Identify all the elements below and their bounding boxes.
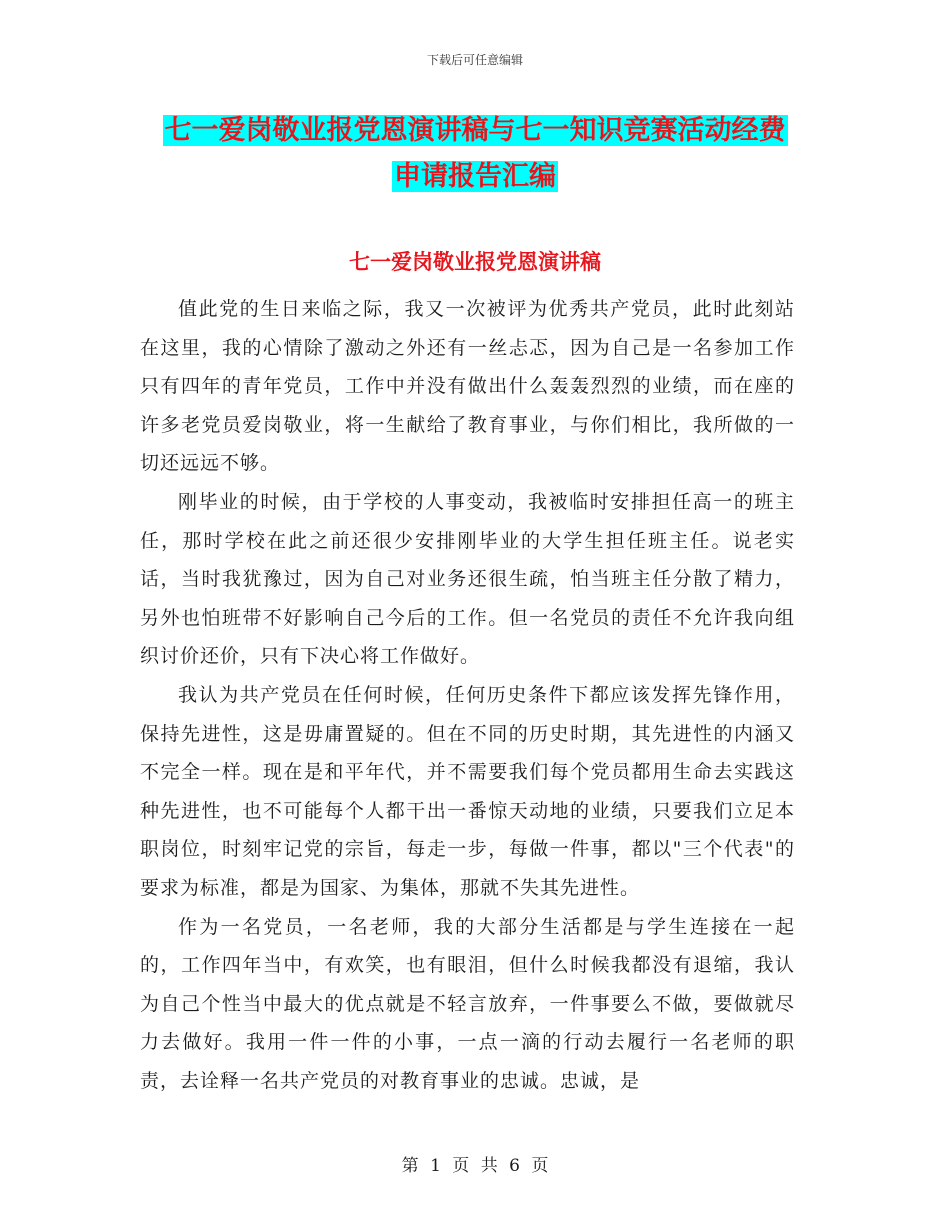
paragraph: 我认为共产党员在任何时候，任何历史条件下都应该发挥先锋作用，保持先进性，这是毋庸置疑的。但在不同的历史时期，其先进性的内涵又不完全一样。现在是和平年代，并不需要我们每个党员都用生命去实践这种先进性，也不可能每个人都干出一番惊天动地的业绩，只要我们立足本职岗位，时刻牢记党的宗旨，每走一步，每做一件事，都以"三个代表"的要求为标准，都是为国家、为集体，那就不失其先进性。 — [140, 683, 795, 899]
page-header-note: 下载后可任意编辑 — [426, 53, 523, 67]
section-title: 七一爱岗敬业报党恩演讲稿 — [349, 250, 601, 274]
paragraph: 作为一名党员，一名老师，我的大部分生活都是与学生连接在一起的，工作四年当中，有欢笑，也有眼泪，但什么时候我都没有退缩，我认为自己个性当中最大的优点就是不轻言放弃，一件事要么不做，要做就尽力去做好。我用一件一件的小事，一点一滴的行动去履行一名老师的职责，去诠释一名共产党员的对教育事业的忠诚。忠诚，是 — [140, 915, 795, 1092]
document-title-line-2: 申请报告汇编 — [394, 161, 556, 192]
paragraph: 刚毕业的时候，由于学校的人事变动，我被临时安排担任高一的班主任，那时学校在此之前还很少安排刚毕业的大学生担任班主任。说老实话，当时我犹豫过，因为自己对业务还很生疏，怕当班主任分散了精力，另外也怕班带不好影响自己今后的工作。但一名党员的责任不允许我向组织讨价还价，只有下决心将工作做好。 — [140, 490, 795, 668]
document-body — [140, 290, 795, 1100]
document-title-line-1: 七一爱岗敬业报党恩演讲稿与七一知识竞赛活动经费 — [164, 115, 786, 146]
paragraph: 值此党的生日来临之际，我又一次被评为优秀共产党员，此时此刻站在这里，我的心情除了激动之外还有一丝忐忑，因为自己是一名参加工作只有四年的青年党员，工作中并没有做出什么轰轰烈烈的业绩，而在座的许多老党员爱岗敬业，将一生献给了教育事业，与你们相比，我所做的一切还远远不够。 — [140, 298, 795, 475]
document-title — [140, 108, 810, 200]
page-number: 第 1 页 共 6 页 — [401, 1156, 549, 1176]
